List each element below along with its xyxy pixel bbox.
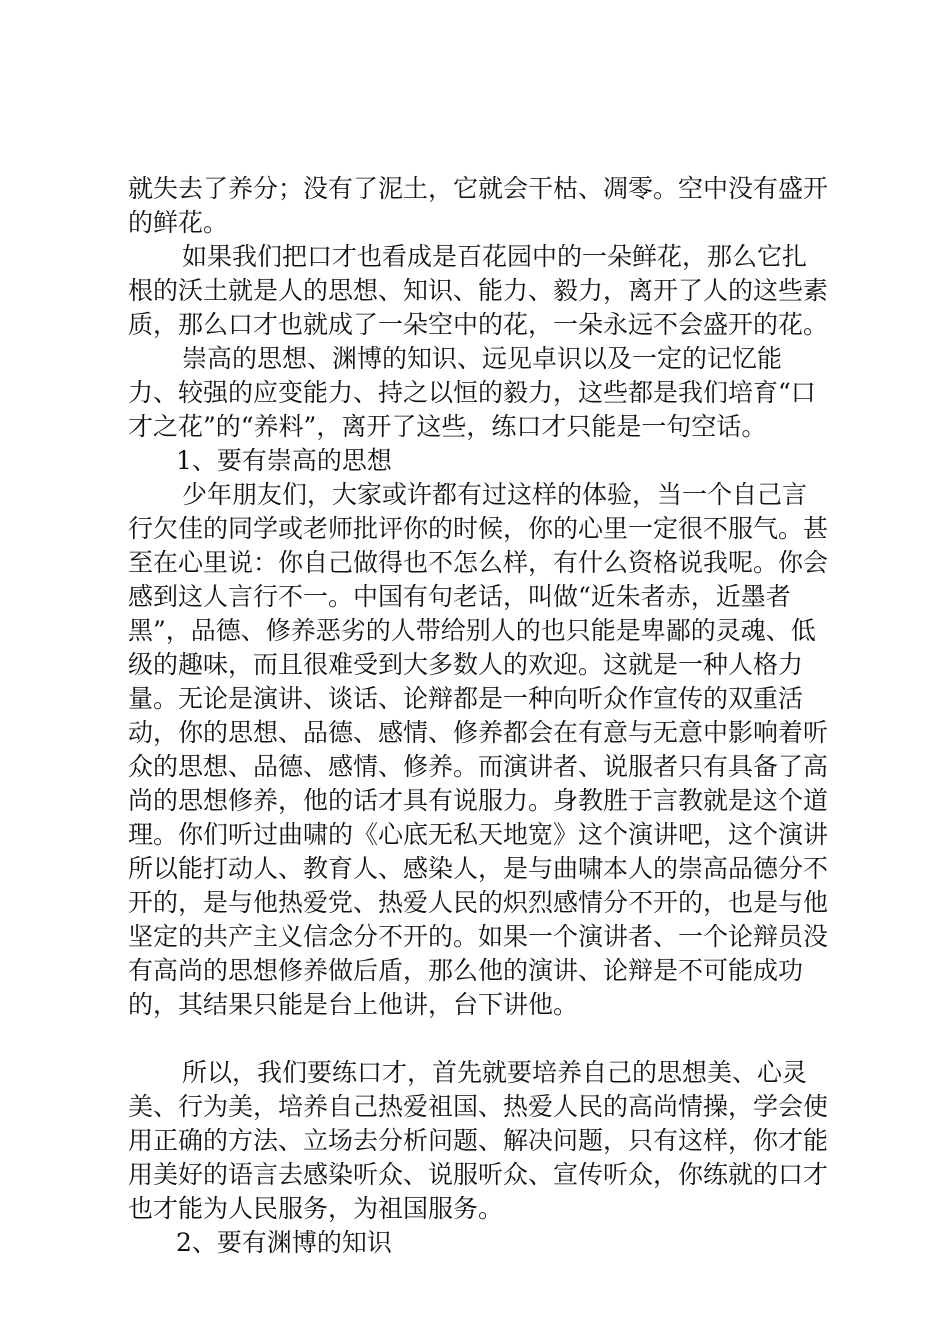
paragraph-continuation: 就失去了养分；没有了泥土，它就会干枯、凋零。空中没有盛开的鲜花。 bbox=[128, 174, 829, 237]
paragraph-therefore: 所以，我们要练口才，首先就要培养自己的思想美、心灵美、行为美，培养自己热爱祖国、热爱人民的高尚情操，学会使用正确的方法、立场去分析问题、解决问题，只有这样，你才能用美好的语言去感染听众、说服听众、宣传听众，你练就的口才也才能为人民服务，为祖国服务。 bbox=[128, 1058, 829, 1223]
section-heading-2: 2、要有渊博的知识 bbox=[176, 1228, 392, 1257]
paragraph-lofty-thought: 少年朋友们，大家或许都有过这样的体验，当一个自己言行欠佳的同学或老师批评你的时候，你的心里一定很不服气。甚至在心里说：你自己做得也不怎么样，有什么资格说我呢。你会感到这人言行不一。中国有句老话，叫做“近朱者赤，近墨者黑”，品德、修养恶劣的人带给别人的也只能是卑鄙的灵魂、低级的趣味，而且很难受到大多数人的欢迎。这就是一种人格力量。无论是演讲、谈话、论辩都是一种向听众作宣传的双重活动，你的思想、品德、感情、修养都会在有意与无意中影响着听众的思想、品德、感情、修养。而演讲者、说服者只有具备了高尚的思想修养，他的话才具有说服力。身教胜于言教就是这个道理。你们听过曲啸的《心底无私天地宽》这个演讲吧，这个演讲所以能打动人、教育人、感染人，是与曲啸本人的崇高品德分不开的，是与他热爱党、热爱人民的炽烈感情分不开的，也是与他坚定的共产主义信念分不开的。如果一个演讲者、一个论辩员没有高尚的思想修养做后盾，那么他的演讲、论辩是不可能成功的，其结果只能是台上他讲，台下讲他。 bbox=[128, 480, 829, 1019]
section-heading-1: 1、要有崇高的思想 bbox=[176, 446, 392, 475]
blank-line bbox=[128, 1022, 830, 1056]
paragraph-nourishment: 崇高的思想、渊博的知识、远见卓识以及一定的记忆能力、较强的应变能力、持之以恒的毅力，这些都是我们培育“口才之花”的“养料”，离开了这些，练口才只能是一句空话。 bbox=[128, 344, 816, 441]
document-body bbox=[128, 172, 830, 1260]
paragraph-eloquence-flower: 如果我们把口才也看成是百花园中的一朵鲜花，那么它扎根的沃土就是人的思想、知识、能力、毅力，离开了人的这些素质，那么口才也就成了一朵空中的花，一朵永远不会盛开的花。 bbox=[128, 242, 829, 339]
